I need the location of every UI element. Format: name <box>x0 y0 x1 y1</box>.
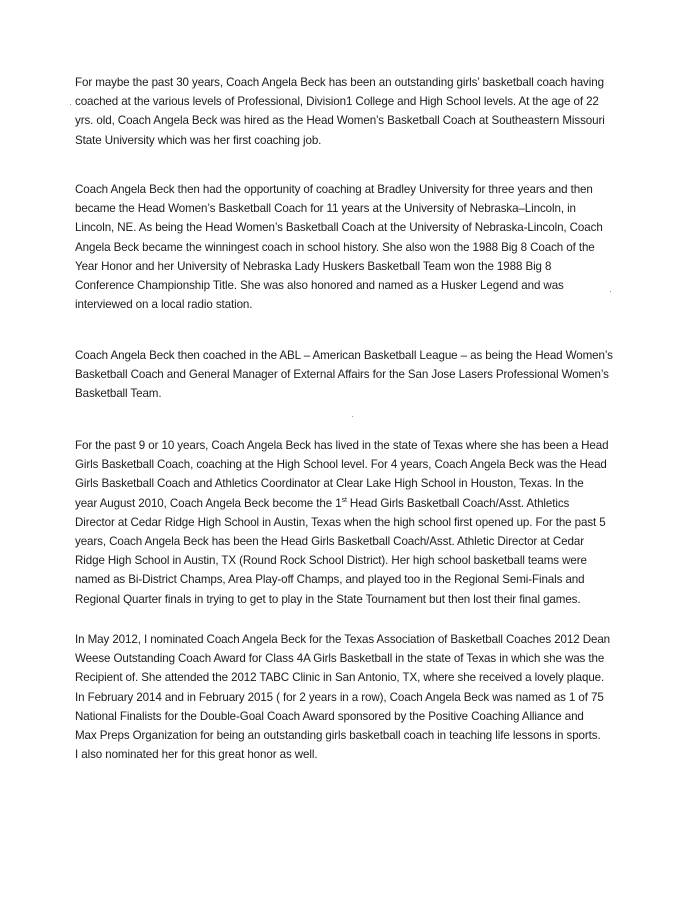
text-line: Director at Cedar Ridge High School in Austin, Texas when the high school first opened up. For the past 5 <box>75 515 606 529</box>
text-line: Ridge High School in Austin, TX (Round Rock School District). Her high school basketball teams were <box>75 554 587 568</box>
text-line: coached at the various levels of Professional, Division1 College and High School levels. At the age of 22 <box>75 95 599 109</box>
paragraph-nominations <box>75 630 623 764</box>
paragraph-bradley-nebraska <box>75 180 623 314</box>
text-line: Girls Basketball Coach and Athletics Coordinator at Clear Lake High School in Houston, Texas. In the <box>75 477 584 491</box>
scan-speck <box>610 291 611 292</box>
text-line: yrs. old, Coach Angela Beck was hired as the Head Women’s Basketball Coach at Southeastern Missouri <box>75 114 605 128</box>
text-line: For the past 9 or 10 years, Coach Angela Beck has lived in the state of Texas where she has been a Head <box>75 439 609 452</box>
text-line: Year Honor and her University of Nebraska Lady Huskers Basketball Team won the 1988 Big 8 <box>75 259 552 273</box>
scan-speck <box>70 104 71 105</box>
text-line: Max Preps Organization for being an outstanding girls basketball coach in teaching life lessons in sports. <box>75 729 601 743</box>
text-line: interviewed on a local radio station. <box>75 298 253 312</box>
paragraph-abl <box>75 346 623 404</box>
paragraph-texas <box>75 436 623 609</box>
paragraph-early-career <box>75 73 623 150</box>
text-line: State University which was her first coaching job. <box>75 133 322 147</box>
text-segment: Head Girls Basketball Coach/Asst. Athletics <box>346 496 570 510</box>
text-segment: year August 2010, Coach Angela Beck become the 1 <box>75 496 342 510</box>
text-line <box>75 494 623 513</box>
text-line: years, Coach Angela Beck has been the Head Girls Basketball Coach/Asst. Athletic Director at Cedar <box>75 535 584 549</box>
scan-speck <box>352 416 353 417</box>
text-line: Lincoln, NE. As being the Head Women’s Basketball Coach at the University of Nebraska-Lincoln, Coach <box>75 221 603 235</box>
text-line: In May 2012, I nominated Coach Angela Beck for the Texas Association of Basketball Coaches 2012 Dean <box>75 633 611 646</box>
text-line: Conference Championship Title. She was also honored and named as a Husker Legend and was <box>75 279 564 293</box>
text-line: For maybe the past 30 years, Coach Angela Beck has been an outstanding girls’ basketball coach having <box>75 76 604 89</box>
text-line: Recipient of. She attended the 2012 TABC Clinic in San Antonio, TX, where she received a lovely plaque. <box>75 671 605 685</box>
text-line: Basketball Coach and General Manager of External Affairs for the San Jose Lasers Professional Women’s <box>75 368 609 382</box>
text-line: National Finalists for the Double-Goal Coach Award sponsored by the Positive Coaching Alliance and <box>75 709 584 723</box>
text-line: In February 2014 and in February 2015 ( for 2 years in a row), Coach Angela Beck was named as 1 of 75 <box>75 690 604 704</box>
text-line: Angela Beck became the winningest coach in school history. She also won the 1988 Big 8 Coach of the <box>75 240 595 254</box>
text-line: Weese Outstanding Coach Award for Class 4A Girls Basketball in the state of Texas in which she was the <box>75 652 605 666</box>
text-line: Coach Angela Beck then had the opportunity of coaching at Bradley University for three years and then <box>75 183 593 196</box>
ordinal-suffix: st <box>341 496 347 504</box>
text-line: Basketball Team. <box>75 387 162 401</box>
text-line: Regional Quarter finals in trying to get to play in the State Tournament but then lost their final games. <box>75 592 581 606</box>
text-line: named as Bi-District Champs, Area Play-off Champs, and played too in the Regional Semi-Finals and <box>75 573 585 587</box>
text-line: I also nominated her for this great honor as well. <box>75 748 318 762</box>
text-line: Girls Basketball Coach, coaching at the High School level. For 4 years, Coach Angela Beck was the Head <box>75 458 607 472</box>
text-line: Coach Angela Beck then coached in the ABL – American Basketball League – as being the Head Women’s <box>75 349 613 362</box>
text-line: became the Head Women’s Basketball Coach for 11 years at the University of Nebraska–Lincoln, in <box>75 202 576 216</box>
